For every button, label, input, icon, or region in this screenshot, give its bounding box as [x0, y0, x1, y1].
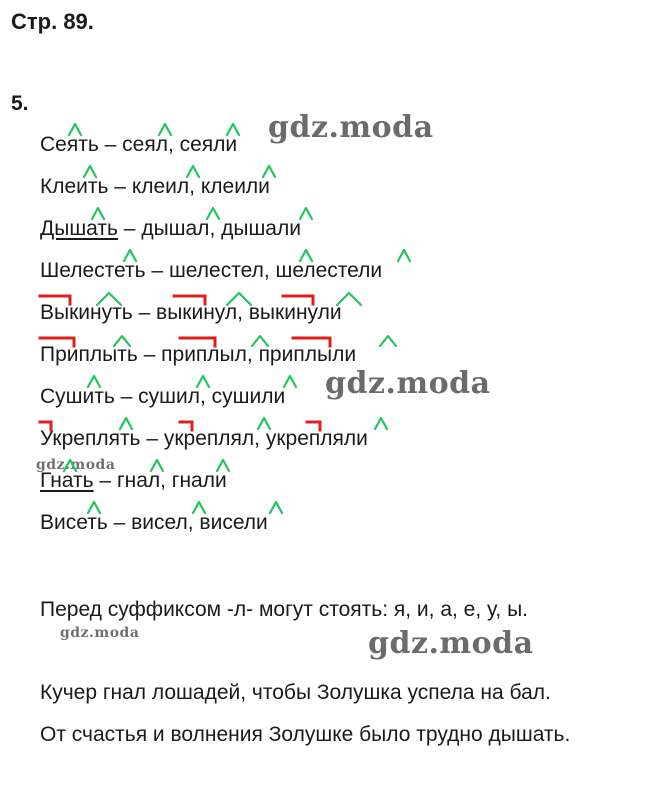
word-row-7	[40, 383, 285, 411]
watermark-logo: gdz.moda	[60, 625, 140, 641]
word-separator: –	[132, 301, 157, 324]
word-base-underlined: Дышать	[40, 217, 118, 240]
word-separator: –	[117, 217, 142, 240]
conclusion-text: Перед суффиксом -л- могут стоять: я, и, а, е, у, ы.	[40, 598, 529, 621]
word-base: Выкинуть	[40, 301, 133, 324]
word-base: Приплыть	[40, 343, 138, 366]
sentence-2: От счастья и волнения Золушке было трудно дышать.	[40, 723, 571, 746]
word-forms: укреплял, укрепляли	[163, 427, 368, 450]
word-row-2	[40, 173, 270, 201]
word-base: Сеять	[40, 133, 99, 156]
word-base-underlined: Гнать	[40, 469, 94, 492]
word-base: Сушить	[40, 385, 115, 408]
word-base: Клеить	[40, 175, 109, 198]
word-row-6	[40, 341, 356, 369]
word-forms: шелестел, шелестели	[168, 259, 383, 282]
word-forms: выкинул, выкинули	[156, 301, 342, 324]
word-separator: –	[114, 385, 139, 408]
word-row-8	[40, 425, 368, 453]
word-forms: клеил, клеили	[131, 175, 270, 198]
task-number: 5.	[11, 92, 29, 115]
word-row-3	[40, 215, 301, 243]
word-forms: сушил, сушили	[138, 385, 286, 408]
word-forms: дышал, дышали	[141, 217, 301, 240]
suffix-caret-icon	[398, 250, 410, 261]
word-row-5	[40, 299, 342, 327]
word-forms: приплыл, приплыли	[161, 343, 357, 366]
word-separator: –	[137, 343, 162, 366]
watermark-logo: gdz.moda	[268, 110, 434, 145]
word-base: Висеть	[40, 511, 108, 534]
word-separator: –	[107, 511, 132, 534]
word-separator: –	[140, 427, 164, 450]
word-base: Укреплять	[40, 427, 141, 450]
watermark-logo: gdz.moda	[325, 366, 491, 401]
word-separator: –	[98, 133, 123, 156]
suffix-caret-icon	[300, 208, 312, 219]
word-separator: –	[93, 469, 117, 492]
word-row-1	[40, 131, 237, 159]
word-forms: висел, висели	[131, 511, 268, 534]
page-title: Стр. 89.	[11, 9, 94, 34]
word-forms: гнал, гнали	[116, 469, 227, 492]
word-forms: сеял, сеяли	[122, 133, 238, 156]
word-base: Шелестеть	[40, 259, 146, 282]
word-separator: –	[145, 259, 169, 282]
suffix-caret-icon	[375, 418, 387, 429]
word-separator: –	[108, 175, 132, 198]
suffix-caret-icon	[284, 376, 296, 387]
word-row-4	[40, 257, 382, 285]
watermark-logo: gdz.moda	[368, 626, 534, 661]
suffix-caret-icon	[380, 336, 396, 346]
watermark-logo: gdz.moda	[36, 457, 116, 473]
sentence-1: Кучер гнал лошадей, чтобы Золушка успела на бал.	[40, 681, 551, 704]
word-row-10	[40, 509, 268, 537]
suffix-caret-icon	[270, 502, 282, 513]
